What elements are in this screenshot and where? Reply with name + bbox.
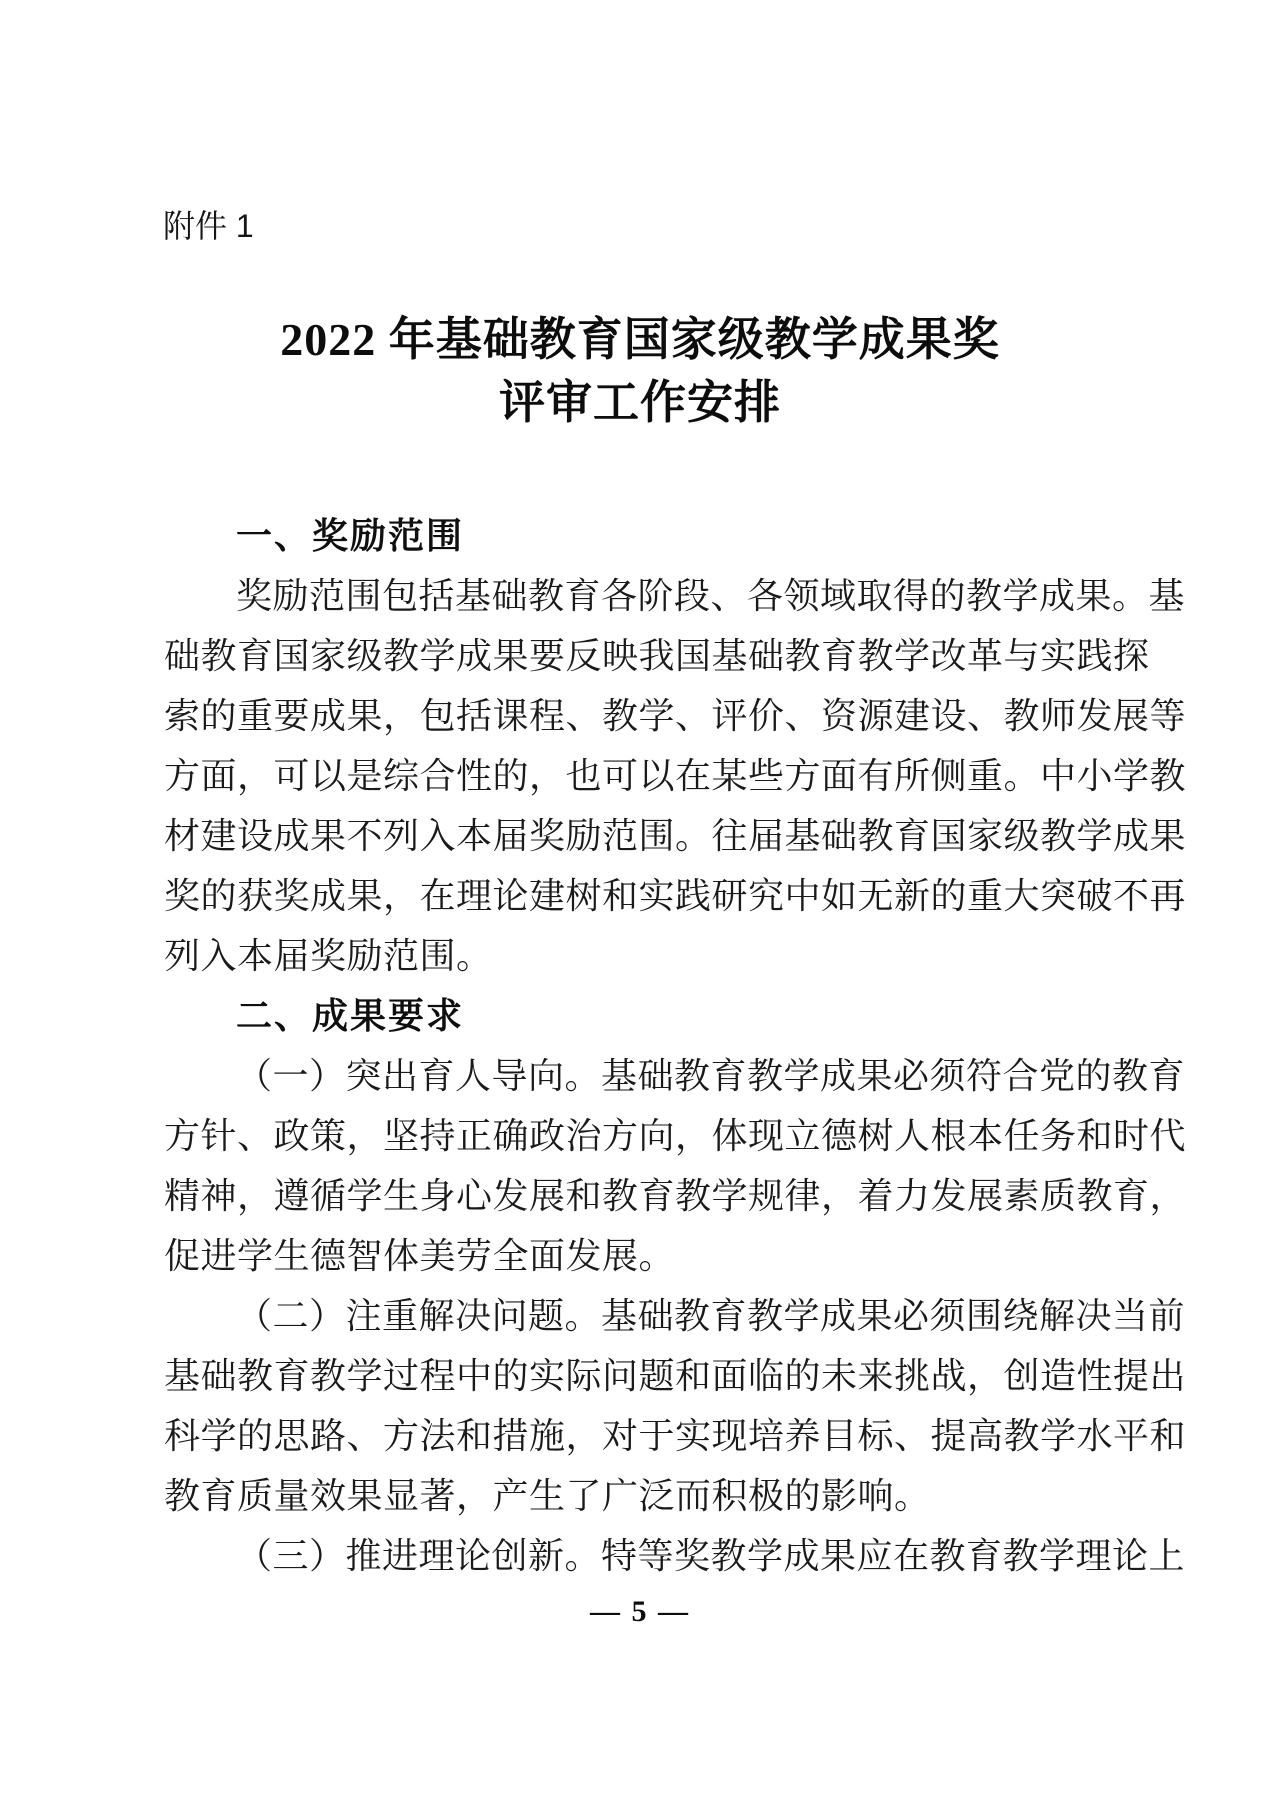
section-heading-2: 二、成果要求 bbox=[236, 995, 465, 1036]
body-line: 教育质量效果显著，产生了广泛而积极的影响。 bbox=[164, 1476, 931, 1516]
body-line: 方针、政策，坚持正确政治方向，体现立德树人根本任务和时代 bbox=[164, 1116, 1187, 1156]
body-line: （三）推进理论创新。特等奖教学成果应在教育教学理论上 bbox=[236, 1536, 1186, 1576]
body-line: 材建设成果不列入本届奖励范围。往届基础教育国家级教学成果 bbox=[164, 816, 1187, 856]
document-body bbox=[164, 506, 1187, 1586]
body-line: 列入本届奖励范围。 bbox=[164, 936, 493, 976]
body-line: 基础教育教学过程中的实际问题和面临的未来挑战，创造性提出 bbox=[164, 1356, 1187, 1396]
body-line: 方面，可以是综合性的，也可以在某些方面有所侧重。中小学教 bbox=[164, 756, 1187, 796]
body-line: 促进学生德智体美劳全面发展。 bbox=[164, 1236, 676, 1276]
document-title-line-1: 2022 年基础教育国家级教学成果奖 bbox=[280, 314, 1000, 365]
body-line: 精神，遵循学生身心发展和教育教学规律，着力发展素质教育， bbox=[164, 1176, 1187, 1216]
document-title-line-2: 评审工作安排 bbox=[499, 377, 781, 428]
body-line: 础教育国家级教学成果要反映我国基础教育教学改革与实践探 bbox=[164, 636, 1150, 676]
section-heading-1: 一、奖励范围 bbox=[236, 515, 465, 556]
body-line: 科学的思路、方法和措施，对于实现培养目标、提高教学水平和 bbox=[164, 1416, 1187, 1456]
document-title bbox=[0, 308, 1280, 434]
body-line: 奖励范围包括基础教育各阶段、各领域取得的教学成果。基 bbox=[236, 576, 1186, 616]
page-number: — 5 — bbox=[590, 1595, 690, 1628]
body-line: （一）突出育人导向。基础教育教学成果必须符合党的教育 bbox=[236, 1056, 1186, 1096]
body-line: 奖的获奖成果，在理论建树和实践研究中如无新的重大突破不再 bbox=[164, 876, 1187, 916]
body-line: （二）注重解决问题。基础教育教学成果必须围绕解决当前 bbox=[236, 1296, 1186, 1336]
attachment-label: 附件 1 bbox=[163, 208, 254, 244]
body-line: 索的重要成果，包括课程、教学、评价、资源建设、教师发展等 bbox=[164, 696, 1187, 736]
